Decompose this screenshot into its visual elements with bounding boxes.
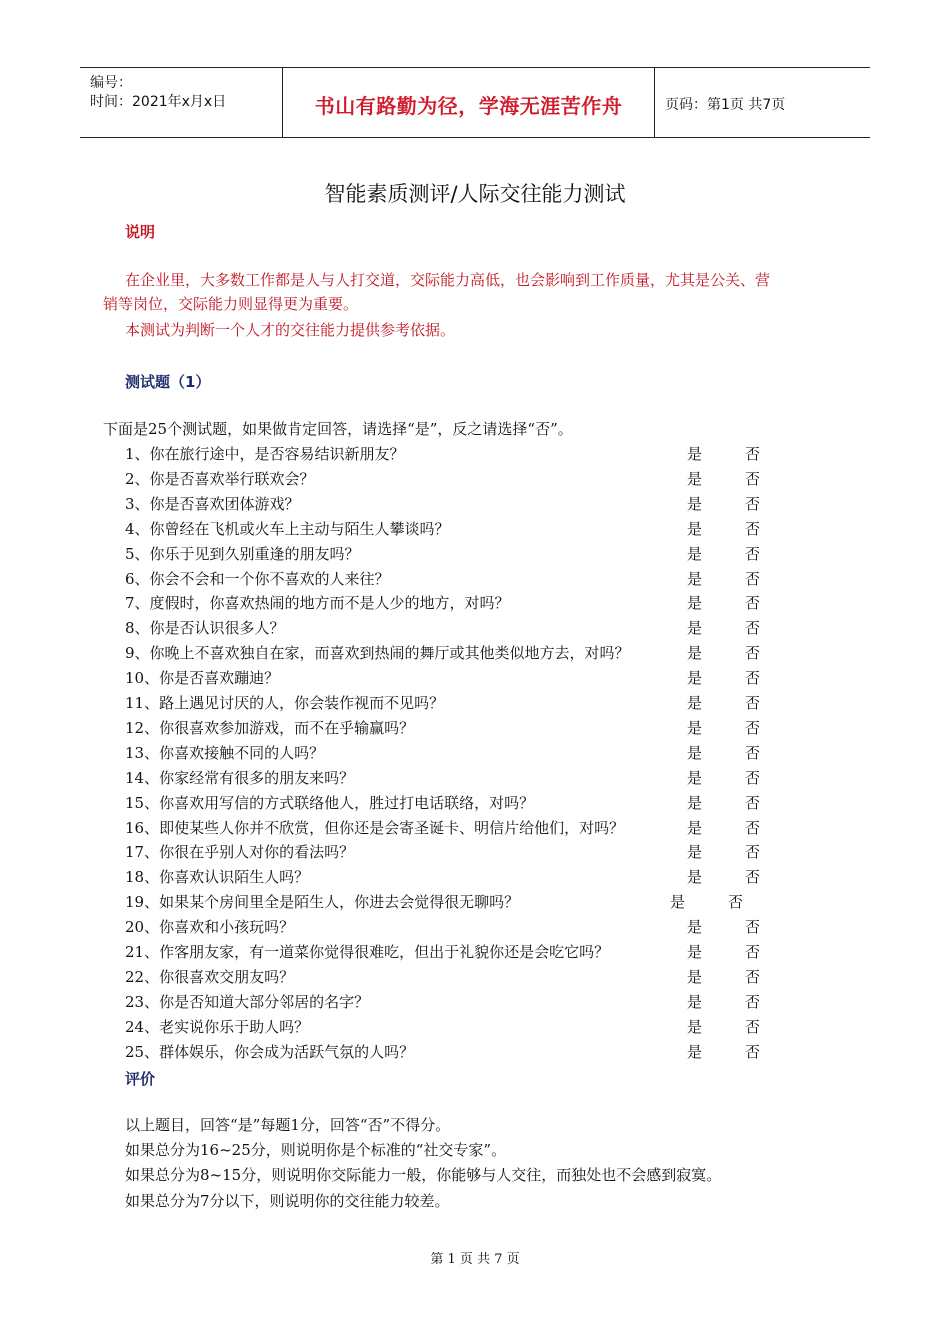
question-row bbox=[125, 543, 825, 568]
answer-no-option[interactable]: 否 bbox=[745, 793, 761, 812]
question-text: 9、你晚上不喜欢独自在家，而喜欢到热闹的舞厅或其他类似地方去，对吗？ bbox=[125, 644, 630, 663]
question-text: 4、你曾经在飞机或火车上主动与陌生人攀谈吗？ bbox=[125, 519, 450, 538]
answer-no-option[interactable]: 否 bbox=[745, 494, 761, 513]
question-row bbox=[125, 518, 825, 543]
explain-para1-line2: 销等岗位，交际能力则显得更为重要。 bbox=[103, 295, 359, 313]
answer-no-option[interactable]: 否 bbox=[745, 694, 761, 712]
answer-no-option[interactable]: 否 bbox=[745, 619, 761, 638]
question-text: 19、如果某个房间里全是陌生人，你进去会觉得很无聊吗？ bbox=[125, 893, 520, 912]
question-row bbox=[125, 991, 825, 1016]
answer-yes-option[interactable]: 是 bbox=[687, 1042, 703, 1061]
explain-heading: 说明 bbox=[125, 223, 156, 241]
question-text: 1、你在旅行途中，是否容易结识新朋友？ bbox=[125, 445, 405, 463]
answer-yes-option[interactable]: 是 bbox=[687, 569, 703, 588]
answer-yes-option[interactable]: 是 bbox=[687, 619, 703, 638]
answer-yes-option[interactable]: 是 bbox=[670, 893, 686, 912]
page-title: 智能素质测评/人际交往能力测试 bbox=[324, 182, 626, 206]
question-row bbox=[125, 841, 825, 866]
answer-yes-option[interactable]: 是 bbox=[687, 644, 703, 663]
answer-yes-option[interactable]: 是 bbox=[687, 445, 703, 463]
question-row bbox=[125, 966, 825, 991]
answer-no-option[interactable]: 否 bbox=[745, 768, 761, 787]
test-intro: 下面是25个测试题，如果做肯定回答，请选择“是”，反之请选择“否”。 bbox=[103, 420, 573, 438]
question-row bbox=[125, 568, 825, 593]
number-label: 编号： bbox=[90, 75, 132, 91]
question-row bbox=[125, 891, 825, 916]
question-text: 23、你是否知道大部分邻居的名字？ bbox=[125, 992, 370, 1011]
header-motto: 书山有路勤为径，学海无涯苦作舟 bbox=[314, 94, 623, 118]
question-row bbox=[125, 817, 825, 842]
question-text: 2、你是否喜欢举行联欢会？ bbox=[125, 469, 315, 488]
answer-yes-option[interactable]: 是 bbox=[687, 519, 703, 538]
question-text: 14、你家经常有很多的朋友来吗？ bbox=[125, 768, 355, 787]
question-text: 25、群体娱乐，你会成为活跃气氛的人吗？ bbox=[125, 1042, 415, 1061]
answer-no-option[interactable]: 否 bbox=[745, 445, 761, 463]
answer-yes-option[interactable]: 是 bbox=[687, 669, 703, 688]
question-row bbox=[125, 1016, 825, 1041]
question-row bbox=[125, 941, 825, 966]
question-row bbox=[125, 443, 825, 468]
question-row bbox=[125, 717, 825, 742]
header-left-cell bbox=[80, 68, 282, 137]
question-row bbox=[125, 468, 825, 493]
answer-no-option[interactable]: 否 bbox=[745, 843, 761, 862]
answer-yes-option[interactable]: 是 bbox=[687, 943, 703, 961]
answer-no-option[interactable]: 否 bbox=[745, 992, 761, 1011]
question-text: 5、你乐于见到久别重逢的朋友吗？ bbox=[125, 544, 360, 563]
explain-para2: 本测试为判断一个人才的交往能力提供参考依据。 bbox=[125, 321, 456, 339]
answer-no-option[interactable]: 否 bbox=[745, 594, 761, 613]
question-row bbox=[125, 742, 825, 767]
question-text: 16、即使某些人你并不欣赏，但你还是会寄圣诞卡、明信片给他们，对吗？ bbox=[125, 818, 625, 837]
question-text: 18、你喜欢认识陌生人吗？ bbox=[125, 868, 310, 887]
answer-no-option[interactable]: 否 bbox=[745, 469, 761, 488]
question-text: 10、你是否喜欢蹦迪？ bbox=[125, 669, 280, 688]
answer-no-option[interactable]: 否 bbox=[745, 569, 761, 588]
answer-no-option[interactable]: 否 bbox=[745, 1017, 761, 1036]
question-text: 11、路上遇见讨厌的人，你会装作视而不见吗？ bbox=[125, 694, 445, 712]
answer-yes-option[interactable]: 是 bbox=[687, 544, 703, 563]
evaluation-line: 如果总分为8~15分，则说明你交际能力一般，你能够与人交往，而独处也不会感到寂寞。 bbox=[125, 1166, 722, 1184]
answer-yes-option[interactable]: 是 bbox=[687, 843, 703, 862]
evaluation-line: 如果总分为7分以下，则说明你的交往能力较差。 bbox=[125, 1192, 450, 1210]
question-text: 22、你很喜欢交朋友吗？ bbox=[125, 967, 295, 986]
question-text: 3、你是否喜欢团体游戏？ bbox=[125, 494, 300, 513]
question-row bbox=[125, 792, 825, 817]
header-right-cell bbox=[655, 68, 870, 137]
page-footer: 第 1 页 共 7 页 bbox=[430, 1252, 520, 1267]
answer-no-option[interactable]: 否 bbox=[745, 669, 761, 688]
answer-no-option[interactable]: 否 bbox=[745, 943, 761, 961]
answer-yes-option[interactable]: 是 bbox=[687, 694, 703, 712]
answer-yes-option[interactable]: 是 bbox=[687, 594, 703, 613]
question-row bbox=[125, 767, 825, 792]
question-row bbox=[125, 493, 825, 518]
answer-no-option[interactable]: 否 bbox=[745, 519, 761, 538]
question-row bbox=[125, 1041, 825, 1066]
answer-yes-option[interactable]: 是 bbox=[687, 967, 703, 986]
answer-yes-option[interactable]: 是 bbox=[687, 1017, 703, 1036]
question-text: 20、你喜欢和小孩玩吗？ bbox=[125, 918, 295, 937]
answer-yes-option[interactable]: 是 bbox=[687, 768, 703, 787]
answer-no-option[interactable]: 否 bbox=[745, 818, 761, 837]
answer-yes-option[interactable]: 是 bbox=[687, 469, 703, 488]
question-row bbox=[125, 692, 825, 717]
question-text: 7、度假时，你喜欢热闹的地方而不是人少的地方，对吗？ bbox=[125, 594, 510, 613]
explain-para1-line1: 在企业里，大多数工作都是人与人打交道，交际能力高低，也会影响到工作质量，尤其是公关、营 bbox=[125, 271, 771, 289]
question-text: 24、老实说你乐于助人吗？ bbox=[125, 1017, 310, 1036]
evaluation-line: 以上题目，回答“是”每题1分，回答“否”不得分。 bbox=[125, 1116, 451, 1134]
date-label: 时间：2021年x月x日 bbox=[90, 94, 227, 110]
question-text: 13、你喜欢接触不同的人吗？ bbox=[125, 743, 325, 762]
question-row bbox=[125, 866, 825, 891]
question-row bbox=[125, 617, 825, 642]
answer-yes-option[interactable]: 是 bbox=[687, 494, 703, 513]
question-text: 6、你会不会和一个你不喜欢的人来往？ bbox=[125, 569, 390, 588]
answer-yes-option[interactable]: 是 bbox=[687, 718, 703, 737]
answer-yes-option[interactable]: 是 bbox=[687, 918, 703, 937]
answer-yes-option[interactable]: 是 bbox=[687, 818, 703, 837]
page-header bbox=[80, 67, 870, 138]
answer-no-option[interactable]: 否 bbox=[745, 918, 761, 937]
question-row bbox=[125, 916, 825, 941]
question-text: 8、你是否认识很多人？ bbox=[125, 619, 285, 638]
question-text: 15、你喜欢用写信的方式联络他人，胜过打电话联络，对吗？ bbox=[125, 793, 535, 812]
answer-no-option[interactable]: 否 bbox=[745, 743, 761, 762]
answer-yes-option[interactable]: 是 bbox=[687, 743, 703, 762]
evaluation-heading: 评价 bbox=[125, 1070, 156, 1088]
answer-yes-option[interactable]: 是 bbox=[687, 793, 703, 812]
answer-yes-option[interactable]: 是 bbox=[687, 868, 703, 887]
header-page-info: 页码：第1页 共7页 bbox=[665, 97, 786, 113]
answer-no-option[interactable]: 否 bbox=[745, 718, 761, 737]
answer-no-option[interactable]: 否 bbox=[745, 544, 761, 563]
evaluation-line: 如果总分为16~25分，则说明你是个标准的“社交专家”。 bbox=[125, 1141, 507, 1159]
answer-yes-option[interactable]: 是 bbox=[687, 992, 703, 1011]
answer-no-option[interactable]: 否 bbox=[728, 893, 744, 912]
question-text: 17、你很在乎别人对你的看法吗？ bbox=[125, 843, 355, 862]
test-heading: 测试题（1） bbox=[125, 373, 211, 391]
answer-no-option[interactable]: 否 bbox=[745, 1042, 761, 1061]
question-text: 21、作客朋友家，有一道菜你觉得很难吃，但出于礼貌你还是会吃它吗？ bbox=[125, 943, 610, 961]
header-motto-cell bbox=[282, 68, 655, 137]
question-text: 12、你很喜欢参加游戏，而不在乎输赢吗？ bbox=[125, 718, 415, 737]
question-row bbox=[125, 642, 825, 667]
answer-no-option[interactable]: 否 bbox=[745, 644, 761, 663]
question-row bbox=[125, 667, 825, 692]
answer-no-option[interactable]: 否 bbox=[745, 868, 761, 887]
answer-no-option[interactable]: 否 bbox=[745, 967, 761, 986]
question-row bbox=[125, 592, 825, 617]
